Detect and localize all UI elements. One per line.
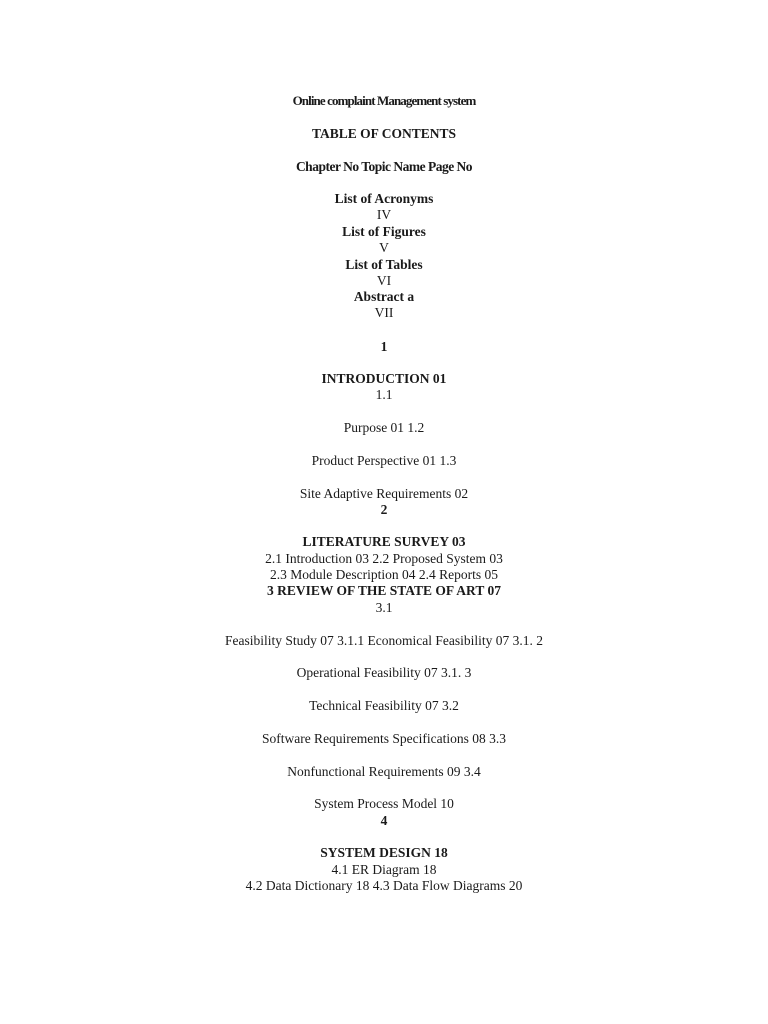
toc-entry-tables: List of Tables bbox=[345, 257, 423, 272]
chapter-2-title: LITERATURE SURVEY 03 bbox=[302, 534, 466, 549]
toc-page-figures: V bbox=[379, 240, 389, 255]
toc-line: Operational Feasibility 07 3.1. 3 bbox=[296, 665, 472, 680]
toc-line: 4.1 ER Diagram 18 bbox=[331, 862, 437, 877]
toc-line: 2.3 Module Description 04 2.4 Reports 05 bbox=[270, 567, 498, 582]
toc-line: Software Requirements Specifications 08 3.3 bbox=[261, 731, 507, 746]
toc-line: Site Adaptive Requirements 02 bbox=[299, 486, 469, 501]
toc-heading: TABLE OF CONTENTS bbox=[311, 126, 457, 141]
toc-entry-acronyms: List of Acronyms bbox=[334, 191, 434, 206]
toc-line: Technical Feasibility 07 3.2 bbox=[309, 698, 459, 713]
chapter-2-number: 2 bbox=[380, 502, 388, 517]
toc-line: 2.1 Introduction 03 2.2 Proposed System 03 bbox=[265, 551, 503, 566]
toc-page-tables: VI bbox=[376, 273, 392, 288]
toc-line: 3.1 bbox=[375, 600, 393, 615]
chapter-4-number: 4 bbox=[380, 813, 388, 828]
toc-line: 4.2 Data Dictionary 18 4.3 Data Flow Diagrams 20 bbox=[245, 878, 523, 893]
toc-line: Product Perspective 01 1.3 bbox=[311, 453, 457, 468]
toc-page-acronyms: IV bbox=[376, 207, 392, 222]
toc-line: 1.1 bbox=[375, 387, 393, 402]
toc-line: Feasibility Study 07 3.1.1 Economical Feasibility 07 3.1. 2 bbox=[225, 633, 543, 648]
toc-column-headers: Chapter No Topic Name Page No bbox=[295, 159, 473, 174]
toc-entry-abstract: Abstract a bbox=[353, 289, 415, 304]
chapter-1-title: INTRODUCTION 01 bbox=[321, 371, 447, 386]
chapter-3-title: 3 REVIEW OF THE STATE OF ART 07 bbox=[267, 583, 501, 598]
toc-line: System Process Model 10 bbox=[314, 796, 454, 811]
chapter-1-number: 1 bbox=[380, 339, 388, 354]
toc-entry-figures: List of Figures bbox=[342, 224, 426, 239]
toc-page-abstract: VII bbox=[374, 305, 394, 320]
toc-line: Nonfunctional Requirements 09 3.4 bbox=[287, 764, 481, 779]
document-title: Online complaint Management system bbox=[292, 93, 476, 108]
toc-line: Purpose 01 1.2 bbox=[343, 420, 425, 435]
chapter-4-title: SYSTEM DESIGN 18 bbox=[320, 845, 448, 860]
